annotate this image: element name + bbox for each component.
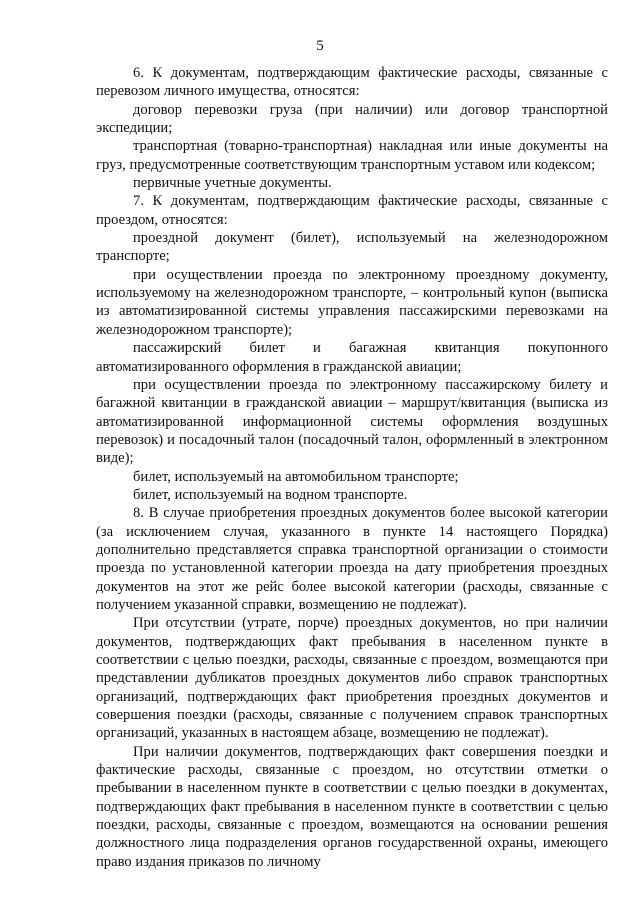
document-body xyxy=(96,64,608,871)
list-item-primary-documents: первичные учетные документы. xyxy=(133,175,332,192)
list-item-water-ticket: билет, используемый на водном транспорте. xyxy=(133,486,408,503)
list-item-cargo-contract: договор перевозки груза (при наличии) или договор транспортной экспедиции; xyxy=(96,101,608,137)
page-number: 5 xyxy=(316,38,324,54)
list-item-air-ticket: пассажирский билет и багажная квитанция покупонного автоматизированного оформления в гражданской авиации; xyxy=(96,340,608,375)
paragraph-missing-mark: При наличии документов, подтверждающих факт совершения поездки и фактические расходы, связанные с проездом, но отсутствии отметки о пребывании в населенном пункте в соответствии с целью поездки в документах, подтверждающих факт пребывания в населенном пункте в соответствии с целью поездки, расходы, связанные с проездом, возмещаются на основании решения должностного лица подразделения органов государственной охраны, имеющего право издания приказов по личному xyxy=(96,743,608,870)
list-item-bus-ticket: билет, используемый на автомобильном транспорте; xyxy=(133,468,459,485)
list-item-waybill: транспортная (товарно-транспортная) накладная или иные документы на груз, предусмотренные соответствующим транспортным уставом или кодексом; xyxy=(96,138,608,173)
paragraph-lost-documents: При отсутствии (утрате, порче) проездных документов, но при наличии документов, подтверждающих факт пребывания в населенном пункте в соответствии с целью поездки, расходы, связанные с проездом, возмещаются при представлении дубликатов проездных документов либо справок транспортных организаций, подтверждающих факт приобретения проездных документов и совершения поездки (расходы, связанные с получением справок транспортных организаций, указанных в настоящем абзаце, возмещению не подлежат). xyxy=(96,615,608,742)
paragraph-7-intro: 7. К документам, подтверждающим фактические расходы, связанные с проездом, относятся: xyxy=(96,193,608,228)
list-item-railway-e-ticket: при осуществлении проезда по электронному проездному документу, используемому на железнодорожном транспорте, – контрольный купон (выписка из автоматизированной системы управления пассажирскими перевозками на железнодорожном транспорте); xyxy=(96,266,608,338)
list-item-railway-ticket: проездной документ (билет), используемый на железнодорожном транспорте; xyxy=(96,230,608,265)
list-item-air-e-ticket: при осуществлении проезда по электронному пассажирскому билету и багажной квитанции в гражданской авиации – маршрут/квитанция (выписка из автоматизированной информационной системы оформления воздушных перевозок) и посадочный талон (посадочный талон, оформленный в электронном виде); xyxy=(96,376,608,467)
paragraph-8: 8. В случае приобретения проездных документов более высокой категории (за исключением случая, указанного в пункте 14 настоящего Порядка) дополнительно представляется справка транспортной организации о стоимости проезда по установленной категории проезда на дату приобретения проездных документов на этот же рейс более высокой категории (расходы, связанные с получением указанной справки, возмещению не подлежат). xyxy=(96,505,608,613)
paragraph-6-intro: 6. К документам, подтверждающим фактические расходы, связанные с перевозом личного имущества, относятся: xyxy=(96,65,608,100)
